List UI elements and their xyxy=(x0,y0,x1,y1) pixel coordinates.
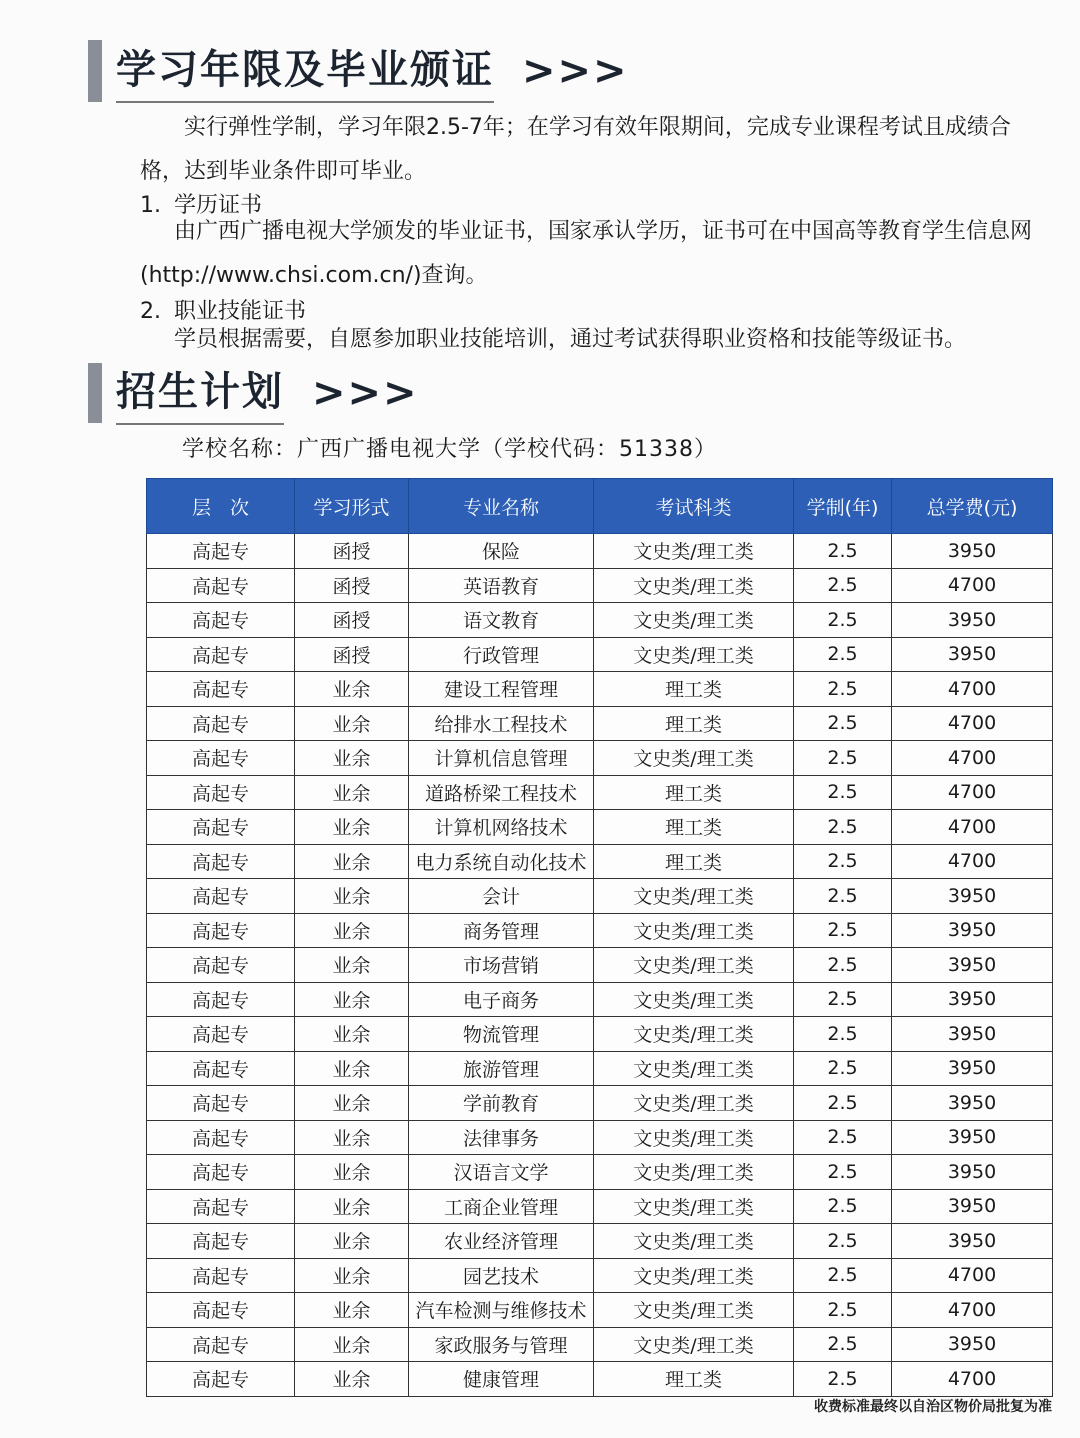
cell-study-form: 业余 xyxy=(295,775,409,810)
header-total-fee: 总学费(元) xyxy=(892,479,1053,534)
cell-total-fee: 3950 xyxy=(892,1189,1053,1224)
cell-total-fee: 4700 xyxy=(892,1362,1053,1397)
cell-level: 高起专 xyxy=(147,982,295,1017)
cell-exam-category: 理工类 xyxy=(594,706,794,741)
cell-study-form: 业余 xyxy=(295,913,409,948)
cell-total-fee: 3950 xyxy=(892,948,1053,983)
cell-major-name: 电子商务 xyxy=(409,982,594,1017)
cell-exam-category: 理工类 xyxy=(594,775,794,810)
cell-level: 高起专 xyxy=(147,913,295,948)
cell-study-form: 业余 xyxy=(295,948,409,983)
cell-study-form: 业余 xyxy=(295,1120,409,1155)
cell-level: 高起专 xyxy=(147,1258,295,1293)
cell-major-name: 家政服务与管理 xyxy=(409,1327,594,1362)
section-title: 学习年限及毕业颁证 xyxy=(116,38,494,103)
table-row xyxy=(147,568,1053,603)
cell-total-fee: 3950 xyxy=(892,982,1053,1017)
cell-duration: 2.5 xyxy=(794,775,892,810)
heading-accent-bar xyxy=(88,40,102,102)
cell-total-fee: 3950 xyxy=(892,1155,1053,1190)
cell-study-form: 业余 xyxy=(295,1189,409,1224)
cell-exam-category: 文史类/理工类 xyxy=(594,1258,794,1293)
item-2-body: 学员根据需要，自愿参加职业技能培训，通过考试获得职业资格和技能等级证书。 xyxy=(174,327,967,352)
cell-total-fee: 3950 xyxy=(892,534,1053,569)
cell-total-fee: 4700 xyxy=(892,706,1053,741)
cell-total-fee: 4700 xyxy=(892,810,1053,845)
cell-level: 高起专 xyxy=(147,1362,295,1397)
cell-duration: 2.5 xyxy=(794,534,892,569)
cell-level: 高起专 xyxy=(147,741,295,776)
item-1-body: 由广西广播电视大学颁发的毕业证书，国家承认学历，证书可在中国高等教育学生信息网(http://www.chsi.com.cn/)查询。 xyxy=(140,219,1033,288)
table-row xyxy=(147,913,1053,948)
header-study-form: 学习形式 xyxy=(295,479,409,534)
cell-duration: 2.5 xyxy=(794,1051,892,1086)
cell-level: 高起专 xyxy=(147,1155,295,1190)
header-duration: 学制(年) xyxy=(794,479,892,534)
cell-level: 高起专 xyxy=(147,879,295,914)
table-row xyxy=(147,1224,1053,1259)
item-number: 1. xyxy=(140,193,161,218)
cell-major-name: 英语教育 xyxy=(409,568,594,603)
cell-level: 高起专 xyxy=(147,568,295,603)
cell-total-fee: 3950 xyxy=(892,1051,1053,1086)
cell-level: 高起专 xyxy=(147,1189,295,1224)
cell-total-fee: 3950 xyxy=(892,1327,1053,1362)
cell-total-fee: 3950 xyxy=(892,879,1053,914)
cell-exam-category: 理工类 xyxy=(594,844,794,879)
cell-major-name: 商务管理 xyxy=(409,913,594,948)
cell-study-form: 业余 xyxy=(295,672,409,707)
cell-level: 高起专 xyxy=(147,1224,295,1259)
cell-major-name: 道路桥梁工程技术 xyxy=(409,775,594,810)
cell-study-form: 函授 xyxy=(295,534,409,569)
cell-major-name: 会计 xyxy=(409,879,594,914)
cell-study-form: 函授 xyxy=(295,637,409,672)
cell-study-form: 业余 xyxy=(295,1224,409,1259)
cell-level: 高起专 xyxy=(147,1293,295,1328)
cell-study-form: 业余 xyxy=(295,1258,409,1293)
cell-level: 高起专 xyxy=(147,1086,295,1121)
cell-duration: 2.5 xyxy=(794,603,892,638)
cell-major-name: 法律事务 xyxy=(409,1120,594,1155)
table-row xyxy=(147,948,1053,983)
cell-exam-category: 文史类/理工类 xyxy=(594,1155,794,1190)
cell-duration: 2.5 xyxy=(794,810,892,845)
cell-study-form: 函授 xyxy=(295,568,409,603)
cell-total-fee: 3950 xyxy=(892,1017,1053,1052)
cell-duration: 2.5 xyxy=(794,948,892,983)
cell-duration: 2.5 xyxy=(794,1362,892,1397)
cell-exam-category: 理工类 xyxy=(594,1362,794,1397)
cell-total-fee: 4700 xyxy=(892,775,1053,810)
section-heading-enrollment-plan xyxy=(88,360,419,425)
table-row xyxy=(147,1051,1053,1086)
cell-study-form: 业余 xyxy=(295,879,409,914)
table-row xyxy=(147,1327,1053,1362)
cell-duration: 2.5 xyxy=(794,637,892,672)
cell-duration: 2.5 xyxy=(794,672,892,707)
cell-duration: 2.5 xyxy=(794,1017,892,1052)
table-row xyxy=(147,982,1053,1017)
table-row xyxy=(147,603,1053,638)
cell-level: 高起专 xyxy=(147,1120,295,1155)
cell-exam-category: 文史类/理工类 xyxy=(594,1017,794,1052)
table-row xyxy=(147,1120,1053,1155)
cell-level: 高起专 xyxy=(147,1017,295,1052)
cell-major-name: 建设工程管理 xyxy=(409,672,594,707)
cell-exam-category: 文史类/理工类 xyxy=(594,741,794,776)
cell-total-fee: 3950 xyxy=(892,1086,1053,1121)
cell-exam-category: 文史类/理工类 xyxy=(594,534,794,569)
table-row xyxy=(147,775,1053,810)
cell-major-name: 农业经济管理 xyxy=(409,1224,594,1259)
cell-study-form: 业余 xyxy=(295,741,409,776)
cell-study-form: 业余 xyxy=(295,1051,409,1086)
cell-duration: 2.5 xyxy=(794,1327,892,1362)
cell-total-fee: 3950 xyxy=(892,1120,1053,1155)
cell-major-name: 汽车检测与维修技术 xyxy=(409,1293,594,1328)
chevrons-icon: >>> xyxy=(312,369,419,416)
cell-major-name: 计算机信息管理 xyxy=(409,741,594,776)
table-header-row xyxy=(147,479,1053,534)
cell-study-form: 函授 xyxy=(295,603,409,638)
cell-study-form: 业余 xyxy=(295,1017,409,1052)
cell-exam-category: 理工类 xyxy=(594,672,794,707)
cell-level: 高起专 xyxy=(147,1051,295,1086)
table-row xyxy=(147,672,1053,707)
cell-duration: 2.5 xyxy=(794,1293,892,1328)
item-number: 2. xyxy=(140,299,161,324)
table-row xyxy=(147,1086,1053,1121)
item-title: 学历证书 xyxy=(174,193,263,218)
header-level: 层 次 xyxy=(147,479,295,534)
cell-total-fee: 4700 xyxy=(892,844,1053,879)
table-row xyxy=(147,1362,1053,1397)
cell-total-fee: 3950 xyxy=(892,913,1053,948)
cell-study-form: 业余 xyxy=(295,1155,409,1190)
cell-exam-category: 文史类/理工类 xyxy=(594,603,794,638)
table-row xyxy=(147,844,1053,879)
cell-exam-category: 文史类/理工类 xyxy=(594,948,794,983)
header-exam-category: 考试科类 xyxy=(594,479,794,534)
table-row xyxy=(147,810,1053,845)
cell-level: 高起专 xyxy=(147,672,295,707)
table-row xyxy=(147,534,1053,569)
cell-exam-category: 文史类/理工类 xyxy=(594,879,794,914)
section-heading-study-duration xyxy=(88,38,629,103)
cell-exam-category: 文史类/理工类 xyxy=(594,637,794,672)
cell-total-fee: 4700 xyxy=(892,1293,1053,1328)
table-row xyxy=(147,1155,1053,1190)
cell-level: 高起专 xyxy=(147,534,295,569)
cell-level: 高起专 xyxy=(147,844,295,879)
cell-level: 高起专 xyxy=(147,775,295,810)
cell-level: 高起专 xyxy=(147,637,295,672)
table-row xyxy=(147,637,1053,672)
cell-major-name: 物流管理 xyxy=(409,1017,594,1052)
table-row xyxy=(147,741,1053,776)
cell-exam-category: 文史类/理工类 xyxy=(594,913,794,948)
cell-study-form: 业余 xyxy=(295,1086,409,1121)
cell-total-fee: 3950 xyxy=(892,637,1053,672)
cell-duration: 2.5 xyxy=(794,741,892,776)
cell-total-fee: 3950 xyxy=(892,1224,1053,1259)
school-name-line: 学校名称：广西广播电视大学（学校代码：51338） xyxy=(182,437,717,462)
cell-exam-category: 文史类/理工类 xyxy=(594,982,794,1017)
table-row xyxy=(147,1189,1053,1224)
cell-total-fee: 4700 xyxy=(892,568,1053,603)
cell-duration: 2.5 xyxy=(794,982,892,1017)
cell-duration: 2.5 xyxy=(794,1086,892,1121)
cell-duration: 2.5 xyxy=(794,706,892,741)
cell-total-fee: 4700 xyxy=(892,1258,1053,1293)
cell-major-name: 旅游管理 xyxy=(409,1051,594,1086)
intro-paragraph: 实行弹性学制，学习年限2.5-7年；在学习有效年限期间，完成专业课程考试且成绩合格，达到毕业条件即可毕业。 xyxy=(140,115,1011,184)
cell-level: 高起专 xyxy=(147,1327,295,1362)
cell-duration: 2.5 xyxy=(794,1120,892,1155)
cell-total-fee: 4700 xyxy=(892,741,1053,776)
section-title: 招生计划 xyxy=(116,360,284,425)
cell-study-form: 业余 xyxy=(295,706,409,741)
cell-major-name: 给排水工程技术 xyxy=(409,706,594,741)
chevrons-icon: >>> xyxy=(522,47,629,94)
cell-major-name: 保险 xyxy=(409,534,594,569)
table-row xyxy=(147,1293,1053,1328)
cell-exam-category: 文史类/理工类 xyxy=(594,1189,794,1224)
cell-duration: 2.5 xyxy=(794,568,892,603)
cell-exam-category: 文史类/理工类 xyxy=(594,1293,794,1328)
heading-accent-bar xyxy=(88,363,102,423)
cell-total-fee: 4700 xyxy=(892,672,1053,707)
table-row xyxy=(147,1258,1053,1293)
enrollment-plan-table xyxy=(146,478,1053,1397)
cell-major-name: 行政管理 xyxy=(409,637,594,672)
cell-major-name: 汉语言文学 xyxy=(409,1155,594,1190)
cell-major-name: 计算机网络技术 xyxy=(409,810,594,845)
cell-study-form: 业余 xyxy=(295,1362,409,1397)
cell-duration: 2.5 xyxy=(794,1155,892,1190)
cell-level: 高起专 xyxy=(147,948,295,983)
cell-study-form: 业余 xyxy=(295,1293,409,1328)
fee-footnote: 收费标准最终以自治区物价局批复为准 xyxy=(814,1399,1052,1415)
cell-major-name: 语文教育 xyxy=(409,603,594,638)
cell-exam-category: 理工类 xyxy=(594,810,794,845)
cell-exam-category: 文史类/理工类 xyxy=(594,1051,794,1086)
cell-study-form: 业余 xyxy=(295,810,409,845)
cell-major-name: 园艺技术 xyxy=(409,1258,594,1293)
cell-major-name: 电力系统自动化技术 xyxy=(409,844,594,879)
cell-duration: 2.5 xyxy=(794,1258,892,1293)
cell-exam-category: 文史类/理工类 xyxy=(594,1224,794,1259)
cell-exam-category: 文史类/理工类 xyxy=(594,1327,794,1362)
cell-duration: 2.5 xyxy=(794,1189,892,1224)
cell-major-name: 工商企业管理 xyxy=(409,1189,594,1224)
cell-level: 高起专 xyxy=(147,706,295,741)
cell-study-form: 业余 xyxy=(295,982,409,1017)
item-title: 职业技能证书 xyxy=(174,299,307,324)
cell-major-name: 健康管理 xyxy=(409,1362,594,1397)
cell-major-name: 学前教育 xyxy=(409,1086,594,1121)
cell-total-fee: 3950 xyxy=(892,603,1053,638)
table-row xyxy=(147,879,1053,914)
cell-duration: 2.5 xyxy=(794,913,892,948)
cell-exam-category: 文史类/理工类 xyxy=(594,1120,794,1155)
cell-exam-category: 文史类/理工类 xyxy=(594,1086,794,1121)
table-row xyxy=(147,706,1053,741)
table-row xyxy=(147,1017,1053,1052)
header-major-name: 专业名称 xyxy=(409,479,594,534)
cell-duration: 2.5 xyxy=(794,879,892,914)
cell-level: 高起专 xyxy=(147,603,295,638)
cell-study-form: 业余 xyxy=(295,1327,409,1362)
cell-study-form: 业余 xyxy=(295,844,409,879)
cell-duration: 2.5 xyxy=(794,844,892,879)
cell-level: 高起专 xyxy=(147,810,295,845)
cell-duration: 2.5 xyxy=(794,1224,892,1259)
cell-major-name: 市场营销 xyxy=(409,948,594,983)
cell-exam-category: 文史类/理工类 xyxy=(594,568,794,603)
